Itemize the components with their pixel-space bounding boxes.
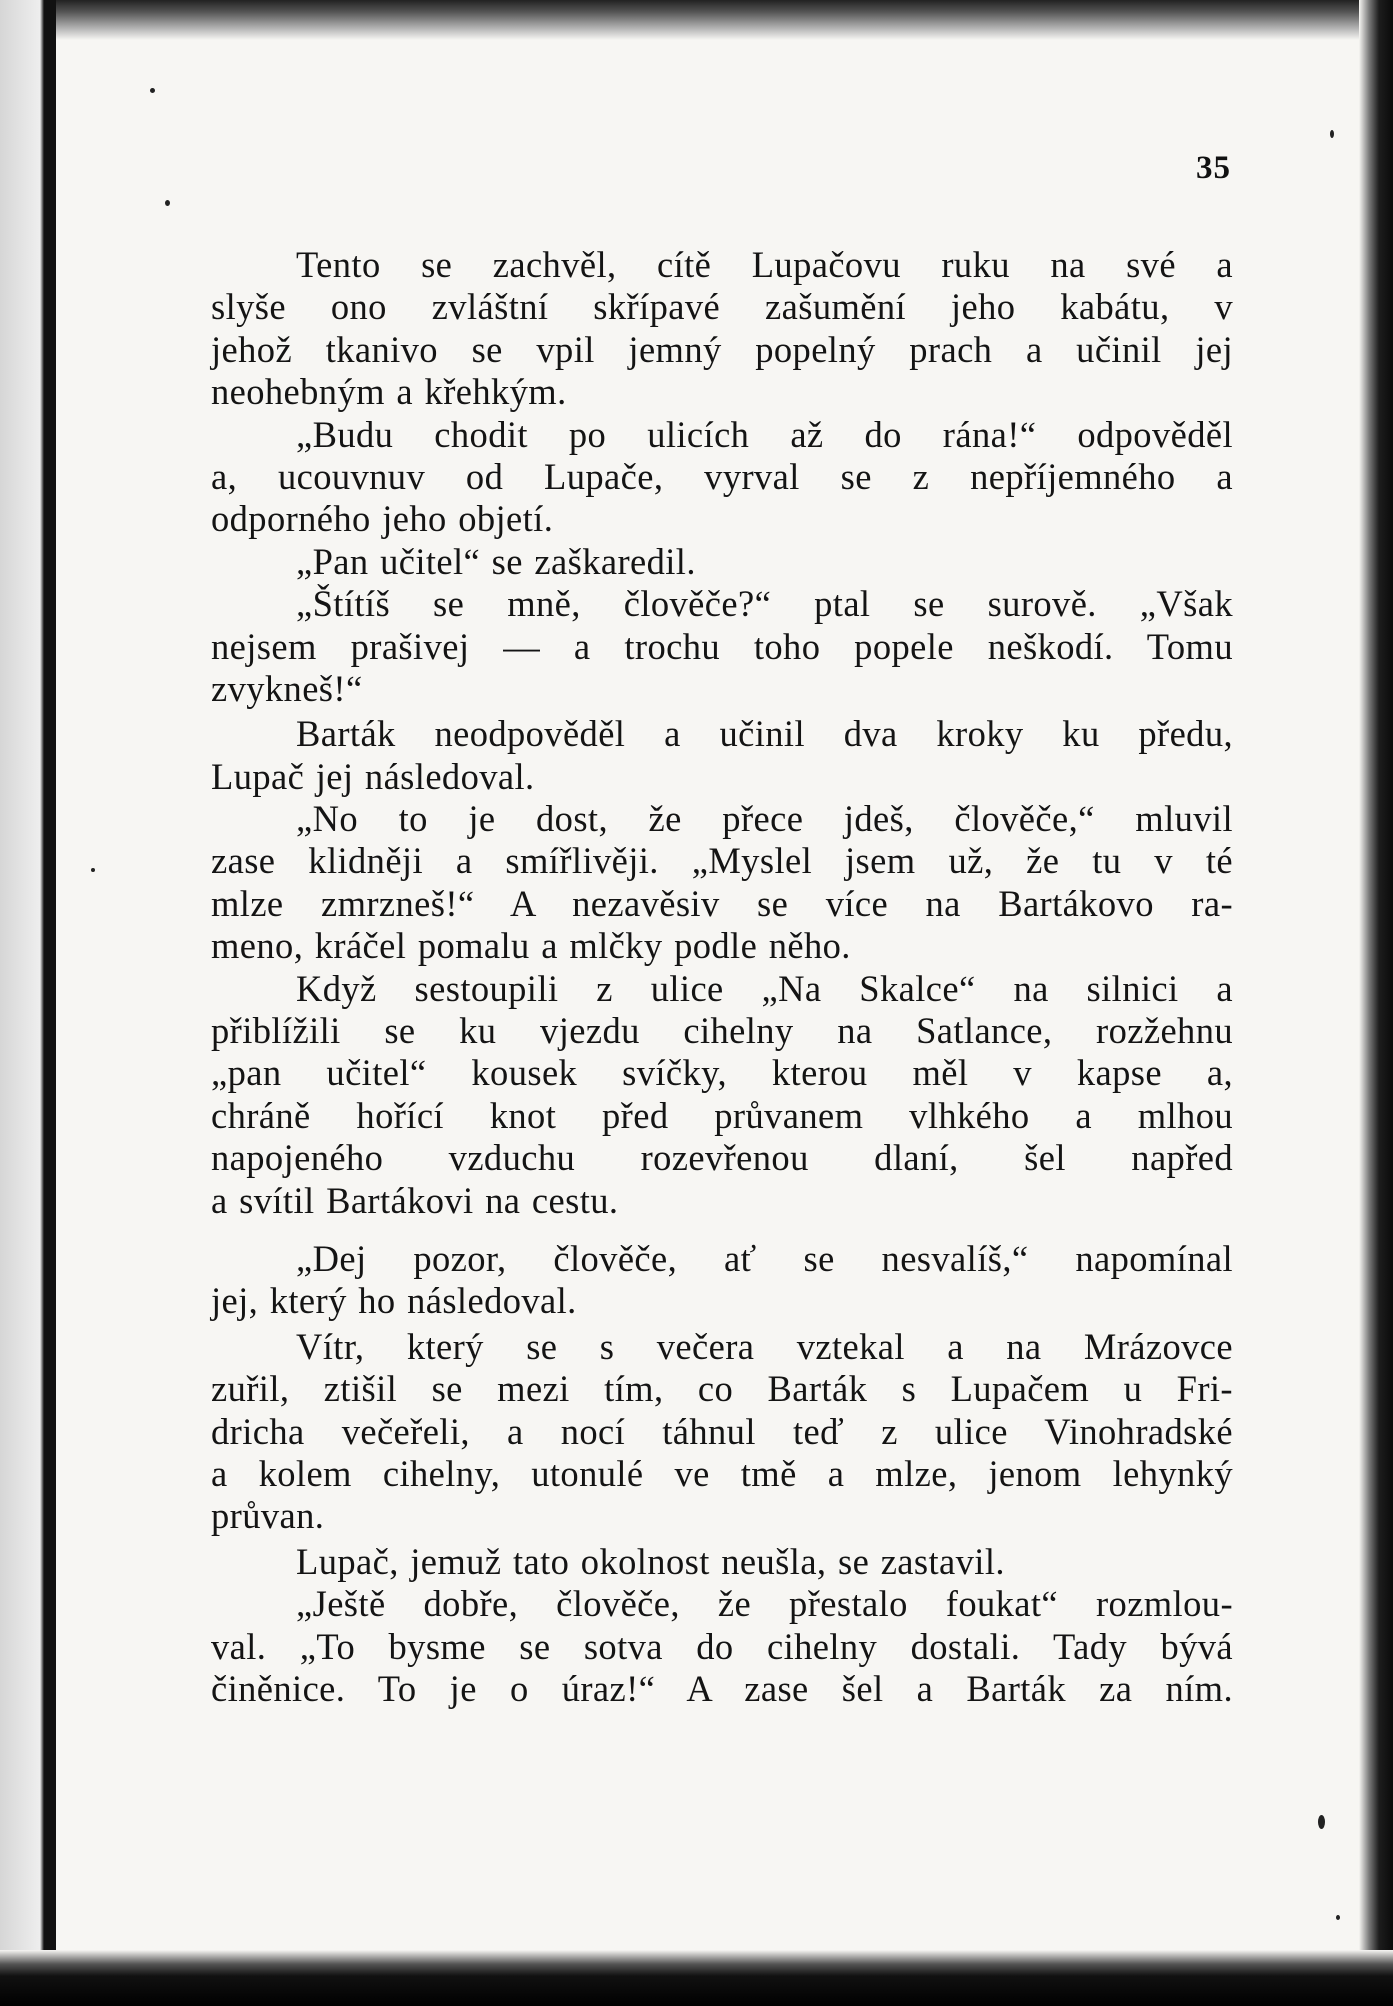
scan-speck [165, 200, 170, 206]
text-line: přiblížili se ku vjezdu cihelny na Satlance, rozžehnu [211, 1010, 1233, 1052]
text-line: jej, který ho následoval. [211, 1280, 577, 1322]
text-line: nejsem prašivej — a trochu toho popele neškodí. Tomu [211, 625, 1233, 667]
text-line: Když sestoupili z ulice „Na Skalce“ na silnici a [296, 967, 1233, 1009]
text-line: „Ještě dobře, člověče, že přestalo foukat“ rozmlou- [296, 1583, 1233, 1625]
text-line: „No to je dost, že přece jdeš, člověče,“ mluvil [296, 798, 1233, 840]
text-line: meno, kráčel pomalu a mlčky podle něho. [211, 925, 851, 967]
scan-bottom-edge [0, 1950, 1393, 2006]
text-line: chráně hořící knot před průvanem vlhkého a mlhou [211, 1094, 1233, 1136]
text-line: „Budu chodit po ulicích až do rána!“ odpověděl [296, 413, 1233, 455]
scan-right-edge [1359, 0, 1393, 2006]
text-line: „Štítíš se mně, člověče?“ ptal se surově. „Však [296, 583, 1233, 625]
text-line: a kolem cihelny, utonulé ve tmě a mlze, jenom lehynký [211, 1452, 1233, 1494]
text-line: průvan. [211, 1495, 325, 1537]
scan-left-edge [0, 0, 56, 2006]
text-line: Barták neodpověděl a učinil dva kroky ku předu, [296, 713, 1233, 755]
page-number: 35 [1196, 150, 1231, 186]
text-line: Lupač, jemuž tato okolnost neušla, se zastavil. [296, 1540, 1005, 1582]
text-line: slyše ono zvláštní skřípavé zašumění jeho kabátu, v [211, 286, 1233, 328]
scan-speck [1330, 130, 1334, 138]
text-line: „pan učitel“ kousek svíčky, kterou měl v kapse a, [211, 1052, 1233, 1094]
text-line: a, ucouvnuv od Lupače, vyrval se z nepříjemného a [211, 455, 1233, 497]
body-text [211, 244, 1233, 1710]
text-line: mlze zmrzneš!“ A nezavěsiv se více na Bartákovo ra- [211, 882, 1233, 924]
text-line: činěnice. To je o úraz!“ A zase šel a Barták za ním. [211, 1667, 1233, 1709]
scan-speck [91, 868, 95, 872]
text-line: Vítr, který se s večera vztekal a na Mrázovce [296, 1325, 1233, 1367]
text-line: Tento se zachvěl, cítě Lupačovu ruku na své a [296, 244, 1233, 285]
text-line: jehož tkanivo se vpil jemný popelný prach a učinil jej [211, 328, 1233, 370]
text-line: val. „To bysme se sotva do cihelny dostali. Tady bývá [211, 1625, 1233, 1667]
text-line: Lupač jej následoval. [211, 755, 535, 797]
text-line: dricha večeřeli, a nocí táhnul teď z ulice Vinohradské [211, 1410, 1233, 1452]
scan-speck [150, 88, 155, 93]
text-line: zvykneš!“ [211, 667, 363, 709]
text-line: zase klidněji a smířlivěji. „Myslel jsem už, že tu v té [211, 840, 1233, 882]
text-line: zuřil, ztišil se mezi tím, co Barták s Lupačem u Fri- [211, 1368, 1233, 1410]
text-line: „Dej pozor, člověče, ať se nesvalíš,“ napomínal [296, 1237, 1233, 1279]
scan-top-edge [56, 0, 1393, 40]
text-line: odporného jeho objetí. [211, 498, 554, 540]
scan-speck [1336, 1915, 1340, 1920]
scan-speck [1318, 1815, 1325, 1829]
text-line: a svítil Bartákovi na cestu. [211, 1179, 619, 1221]
text-line: neohebným a křehkým. [211, 371, 567, 413]
text-line: „Pan učitel“ se zaškaredil. [296, 540, 696, 582]
text-line: napojeného vzduchu rozevřenou dlaní, šel napřed [211, 1137, 1233, 1179]
